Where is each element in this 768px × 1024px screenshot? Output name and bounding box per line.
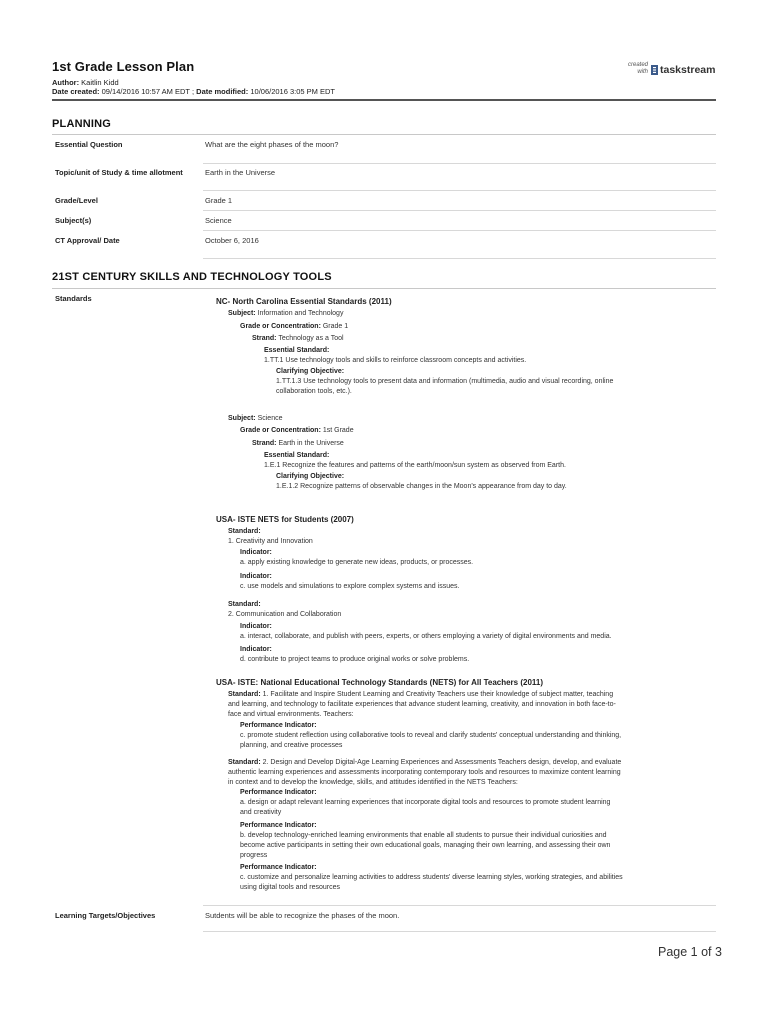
- logo-created-with: [622, 62, 648, 75]
- nc-subject-2: [228, 414, 282, 424]
- essential-question-label: Essential Question: [55, 140, 123, 149]
- indicator-value: d. contribute to project teams to produce original works or solve problems.: [240, 656, 470, 663]
- page-number: Page 1 of 3: [658, 945, 722, 959]
- standard-value: 1. Creativity and Innovation: [228, 538, 313, 545]
- performance-indicator-line: c. promote student reflection using collaborative tools to reveal and clarify students' conceptual understanding and thinking,: [240, 732, 622, 739]
- logo-with-text: with: [637, 68, 648, 75]
- topic-value: Earth in the Universe: [205, 168, 276, 177]
- clarifying-objective-label: Clarifying Objective:: [276, 368, 345, 375]
- modified-label: Date modified:: [196, 87, 249, 96]
- performance-indicator-line: a. design or adapt relevant learning experiences that incorporate digital tools and resources to promote student learning: [240, 799, 611, 806]
- iste-students-indicator-3: [240, 622, 612, 642]
- iste-students-indicator-2: [240, 572, 459, 592]
- performance-indicator-label: Performance Indicator:: [240, 864, 317, 871]
- nc-clarifying-objective-1: [276, 367, 613, 397]
- iste-teachers-performance-indicator-4: [240, 863, 623, 893]
- essential-standard-label: Essential Standard:: [264, 452, 330, 459]
- author-name: Kaitlin Kidd: [81, 78, 119, 87]
- row-divider: [203, 210, 716, 211]
- iste-teachers-performance-indicator-3: [240, 821, 610, 861]
- standard-text-line: and learning, and technology to facilitate experiences that advance student learning, creativity, and innovation in both face-to-: [228, 701, 616, 708]
- indicator-value: a. apply existing knowledge to generate new ideas, products, or processes.: [240, 559, 474, 566]
- taskstream-logo: [622, 62, 718, 78]
- iste-students-standard-1: [228, 527, 313, 547]
- performance-indicator-line: b. develop technology-enriched learning environments that enable all students to pursue their individual curiosities and: [240, 832, 607, 839]
- indicator-value: c. use models and simulations to explore complex systems and issues.: [240, 583, 460, 590]
- strand-value: Earth in the Universe: [278, 440, 344, 447]
- clarifying-objective-line: collaboration tools, etc.).: [276, 388, 352, 395]
- standard-label: Standard:: [228, 759, 261, 766]
- iste-teachers-performance-indicator-1: [240, 721, 621, 751]
- nc-strand-1: [252, 334, 344, 344]
- created-label: Date created:: [52, 87, 100, 96]
- row-divider: [203, 931, 716, 932]
- topic-label: Topic/unit of Study & time allotment: [55, 168, 183, 177]
- performance-indicator-label: Performance Indicator:: [240, 822, 317, 829]
- ct-approval-value: October 6, 2016: [205, 236, 259, 245]
- strand-label: Strand:: [252, 335, 277, 342]
- nc-standards-title: NC- North Carolina Essential Standards (2011): [216, 297, 392, 306]
- grade-level-label: Grade/Level: [55, 196, 98, 205]
- clarifying-objective-label: Clarifying Objective:: [276, 473, 345, 480]
- indicator-label: Indicator:: [240, 549, 272, 556]
- clarifying-objective-line: 1.TT.1.3 Use technology tools to present data and information (multimedia, audio and visual recording, online: [276, 378, 614, 385]
- row-divider: [203, 258, 716, 259]
- standard-text-line: 2. Design and Develop Digital-Age Learning Experiences and Assessments Teachers design, develop, and evaluate: [262, 759, 622, 766]
- row-divider: [203, 230, 716, 231]
- essential-standard-label: Essential Standard:: [264, 347, 330, 354]
- nc-grade-2: [240, 426, 354, 436]
- subject-value: Science: [257, 415, 283, 422]
- iste-students-title: USA- ISTE NETS for Students (2007): [216, 515, 354, 524]
- performance-indicator-line: become active participants in setting their own educational goals, managing their own learning, and assessing their own: [240, 842, 611, 849]
- standard-label: Standard:: [228, 528, 261, 535]
- standard-text-line: in context and to develop the knowledge, skills, and attitudes identified in the NETS Teachers:: [228, 779, 518, 786]
- clarifying-objective-line: 1.E.1.2 Recognize patterns of observable changes in the Moon's appearance from day to day.: [276, 483, 567, 490]
- dates-separator: ;: [191, 87, 195, 96]
- essential-question-value: What are the eight phases of the moon?: [205, 140, 339, 149]
- standard-label: Standard:: [228, 601, 261, 608]
- author-line: [52, 78, 119, 87]
- modified-date: 10/06/2016 3:05 PM EDT: [250, 87, 335, 96]
- nc-clarifying-objective-2: [276, 472, 567, 492]
- indicator-label: Indicator:: [240, 623, 272, 630]
- standard-text-line: 1. Facilitate and Inspire Student Learning and Creativity Teachers use their knowledge of subject matter, teaching: [262, 691, 614, 698]
- row-divider: [203, 905, 716, 906]
- subject-label: Subject:: [228, 415, 256, 422]
- grade-label: Grade or Concentration:: [240, 323, 321, 330]
- indicator-label: Indicator:: [240, 573, 272, 580]
- iste-teachers-standard-1: [228, 690, 616, 720]
- nc-essential-standard-2: [264, 451, 566, 471]
- skills-divider: [52, 288, 716, 289]
- iste-teachers-standard-2: [228, 758, 621, 788]
- standards-label: Standards: [55, 294, 92, 303]
- logo-brand-text: taskstream: [660, 64, 716, 76]
- standard-value: 2. Communication and Collaboration: [228, 611, 342, 618]
- nc-strand-2: [252, 439, 344, 449]
- performance-indicator-line: using digital tools and resources: [240, 884, 341, 891]
- author-label: Author:: [52, 78, 80, 87]
- indicator-value: a. interact, collaborate, and publish with peers, experts, or others employing a variety of digital environments and media.: [240, 633, 612, 640]
- learning-targets-label: Learning Targets/Objectives: [55, 911, 156, 920]
- nc-essential-standard-1: [264, 346, 526, 366]
- essential-standard-value: 1.E.1 Recognize the features and patterns of the earth/moon/sun system as observed from Earth.: [264, 462, 566, 469]
- performance-indicator-line: c. customize and personalize learning activities to address students' diverse learning styles, working strategies, and abilities: [240, 874, 623, 881]
- created-date: 09/14/2016 10:57 AM EDT: [101, 87, 190, 96]
- subject-value: Information and Technology: [257, 310, 344, 317]
- grade-value: 1st Grade: [322, 427, 354, 434]
- nc-subject-1: [228, 309, 343, 319]
- standard-text-line: authentic learning experiences and assessments incorporating contemporary tools and resources to maximize content learning: [228, 769, 621, 776]
- row-divider: [203, 190, 716, 191]
- skills-heading: 21ST CENTURY SKILLS AND TECHNOLOGY TOOLS: [52, 271, 332, 283]
- subjects-label: Subject(s): [55, 216, 92, 225]
- nc-grade-1: [240, 322, 348, 332]
- header-divider: [52, 99, 716, 101]
- standard-label: Standard:: [228, 691, 261, 698]
- iste-students-standard-2: [228, 600, 341, 620]
- performance-indicator-label: Performance Indicator:: [240, 789, 317, 796]
- learning-targets-value: Sutdents will be able to recognize the phases of the moon.: [205, 911, 400, 920]
- iste-teachers-performance-indicator-2: [240, 788, 610, 818]
- grade-level-value: Grade 1: [205, 196, 233, 205]
- indicator-label: Indicator:: [240, 646, 272, 653]
- dates-line: [52, 87, 335, 96]
- iste-students-indicator-1: [240, 548, 473, 568]
- essential-standard-value: 1.TT.1 Use technology tools and skills to reinforce classroom concepts and activities.: [264, 357, 527, 364]
- taskstream-mark-icon: [651, 65, 658, 75]
- performance-indicator-line: progress: [240, 852, 268, 859]
- standard-text-line: face and virtual environments. Teachers:: [228, 711, 354, 718]
- performance-indicator-line: planning, and creative processes: [240, 742, 343, 749]
- iste-students-indicator-4: [240, 645, 469, 665]
- subject-label: Subject:: [228, 310, 256, 317]
- grade-value: Grade 1: [322, 323, 349, 330]
- performance-indicator-label: Performance Indicator:: [240, 722, 317, 729]
- ct-approval-label: CT Approval/ Date: [55, 236, 120, 245]
- grade-label: Grade or Concentration:: [240, 427, 321, 434]
- strand-value: Technology as a Tool: [278, 335, 344, 342]
- logo-created-text: created: [627, 62, 648, 68]
- row-divider: [203, 163, 716, 164]
- subjects-value: Science: [205, 216, 232, 225]
- iste-teachers-title: USA- ISTE: National Educational Technology Standards (NETS) for All Teachers (2011): [216, 678, 544, 687]
- planning-heading: PLANNING: [52, 118, 112, 130]
- page-title: 1st Grade Lesson Plan: [52, 59, 195, 74]
- strand-label: Strand:: [252, 440, 277, 447]
- planning-divider: [52, 134, 716, 135]
- performance-indicator-line: and creativity: [240, 809, 282, 816]
